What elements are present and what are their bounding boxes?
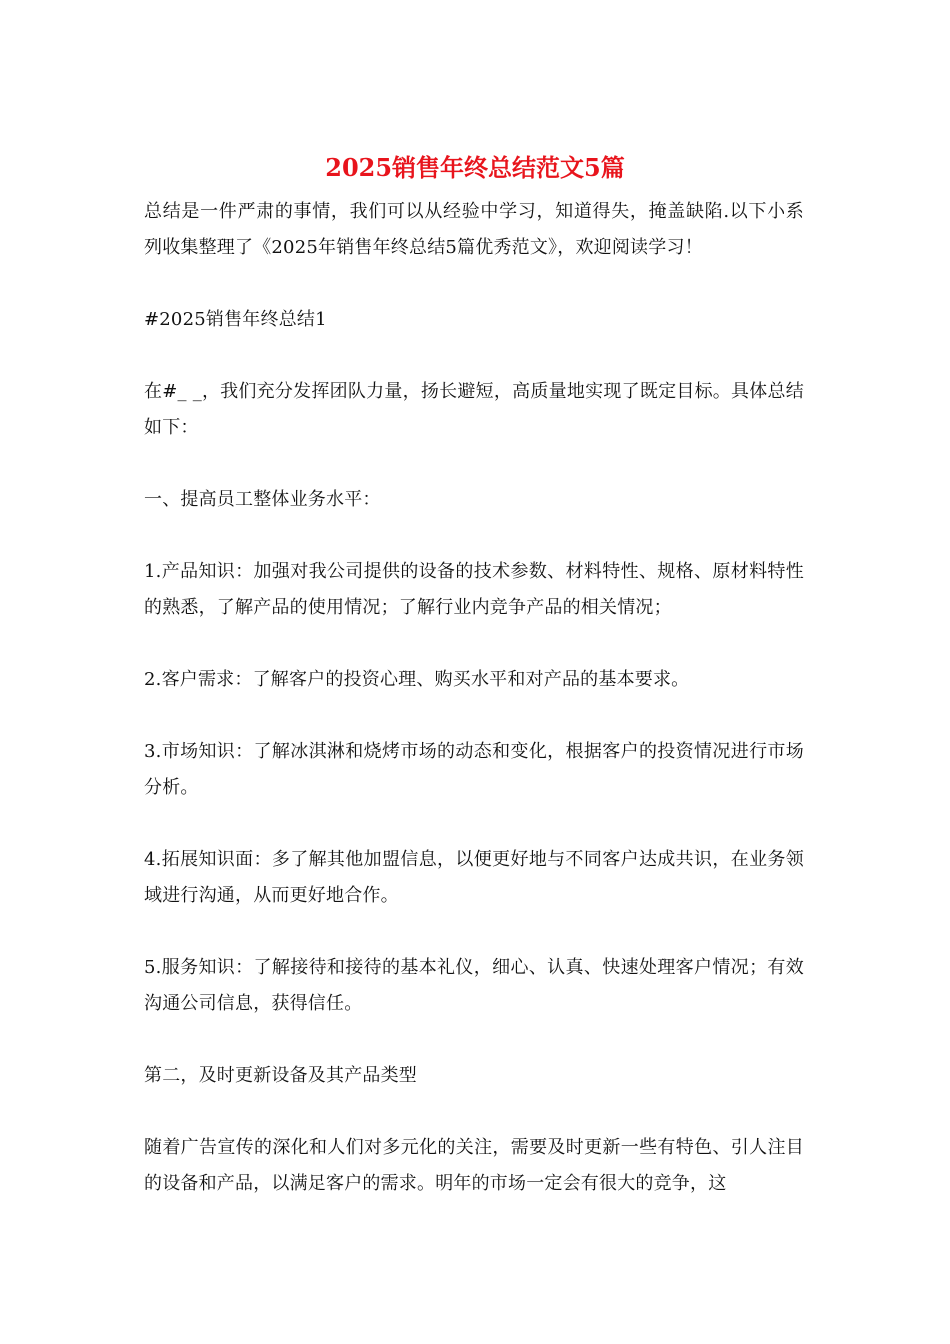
list-item: 4.拓展知识面：多了解其他加盟信息，以便更好地与不同客户达成共识，在业务领域进行沟通，从而更好地合作。 [144, 849, 804, 906]
document-body [144, 194, 804, 1238]
section-heading: #2025销售年终总结1 [144, 309, 327, 330]
list-item: 5.服务知识：了解接待和接待的基本礼仪，细心、认真、快速处理客户情况；有效沟通公司信息，获得信任。 [144, 957, 804, 1014]
list-item: 1.产品知识：加强对我公司提供的设备的技术参数、材料特性、规格、原材料特性的熟悉，了解产品的使用情况；了解行业内竞争产品的相关情况； [144, 561, 804, 618]
subsection-heading: 第二，及时更新设备及其产品类型 [144, 1065, 417, 1086]
document-title: 2025销售年终总结范文5篇 [325, 153, 625, 182]
intro-paragraph: 总结是一件严肃的事情，我们可以从经验中学习，知道得失，掩盖缺陷.以下小系列收集整理了《2025年销售年终总结5篇优秀范文》，欢迎阅读学习！ [144, 201, 804, 258]
body-paragraph: 在#_ _，我们充分发挥团队力量，扬长避短，高质量地实现了既定目标。具体总结如下： [144, 381, 804, 438]
body-paragraph: 随着广告宣传的深化和人们对多元化的关注，需要及时更新一些有特色、引人注目的设备和产品，以满足客户的需求。明年的市场一定会有很大的竞争，这 [144, 1137, 804, 1194]
list-item: 3.市场知识：了解冰淇淋和烧烤市场的动态和变化，根据客户的投资情况进行市场分析。 [144, 741, 804, 798]
subsection-heading: 一、提高员工整体业务水平： [144, 489, 381, 510]
list-item: 2.客户需求：了解客户的投资心理、购买水平和对产品的基本要求。 [144, 669, 690, 690]
